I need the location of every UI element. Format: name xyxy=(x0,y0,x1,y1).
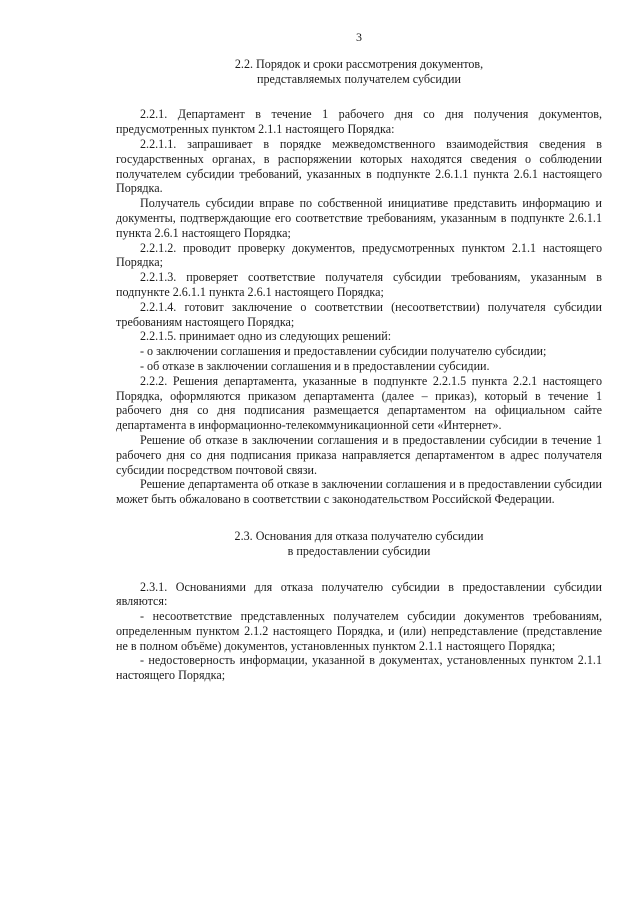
spacer xyxy=(116,507,602,529)
list-item-nonconformity: - несоответствие представленных получателем субсидии документов требованиям, определенным пунктом 2.1.2 настоящего Порядка, и (или) непредставление (представление не в полном объёме) документов, установленных пунктом 2.1.1 настоящего Порядка; xyxy=(116,609,602,653)
paragraph-2-2-1-5: 2.2.1.5. принимает одно из следующих решений: xyxy=(140,329,392,344)
section-2-2-heading-line1: 2.2. Порядок и сроки рассмотрения документов, xyxy=(234,56,484,71)
paragraph-2-2-1-2: 2.2.1.2. проводит проверку документов, предусмотренных пунктом 2.1.1 настоящего Порядка; xyxy=(116,240,602,270)
section-2-2-heading-line2: представляемых получателем субсидии xyxy=(257,71,461,86)
section-2-3-heading-line1: 2.3. Основания для отказа получателю субсидии xyxy=(234,528,484,543)
paragraph-2-2-1-1: 2.2.1.1. запрашивает в порядке межведомственного взаимодействия сведения в государственных органах, в распоряжении которых находятся сведения о соблюдении получателем субсидии требований, указанных в подпункте 2.6.1.1 пункта 2.6.1 настоящего Порядка. xyxy=(116,136,602,196)
list-item-unreliable-info: - недостоверность информации, указанной в документах, установленных пунктом 2.1.1 настоящего Порядка; xyxy=(116,653,602,683)
paragraph-2-2-1-4: 2.2.1.4. готовит заключение о соответствии (несоответствии) получателя субсидии требованиям настоящего Порядка; xyxy=(116,299,602,329)
paragraph-2-2-1: 2.2.1. Департамент в течение 1 рабочего дня со дня получения документов, предусмотренных пунктом 2.1.1 настоящего Порядка: xyxy=(116,107,602,137)
paragraph-2-2-2: 2.2.2. Решения департамента, указанные в подпункте 2.2.1.5 пункта 2.2.1 настоящего Порядка, оформляются приказом департамента (далее – приказ), который в течение 1 рабочего дня со дня подписания размещается департаментом на официальном сайте департамента в информационно-телекоммуникационной сети «Интернет». xyxy=(116,373,602,433)
paragraph-refusal-notice: Решение об отказе в заключении соглашения и в предоставлении субсидии в течение 1 рабочего дня со дня подписания приказа направляется департаментом в адрес получателя субсидии посредством почтовой связи. xyxy=(116,432,602,477)
page-number: 3 xyxy=(356,30,362,44)
list-item-decision-grant: - о заключении соглашения и предоставлении субсидии получателю субсидии; xyxy=(140,344,547,359)
paragraph-own-initiative: Получатель субсидии вправе по собственной инициативе представить информацию и документы, подтверждающие его соответствие требованиям, указанным в подпункте 2.6.1.1 пункта 2.6.1 настоящего Порядка; xyxy=(116,196,602,240)
section-2-3-heading-line2: в предоставлении субсидии xyxy=(287,543,431,558)
paragraph-2-3-1: 2.3.1. Основаниями для отказа получателю субсидии в предоставлении субсидии являются: xyxy=(116,579,602,609)
paragraph-appeal: Решение департамента об отказе в заключении соглашения и в предоставлении субсидии может быть обжаловано в соответствии с законодательством Российской Федерации. xyxy=(116,477,602,507)
spacer xyxy=(116,86,602,107)
list-item-decision-refuse: - об отказе в заключении соглашения и в предоставлении субсидии. xyxy=(140,358,490,373)
paragraph-2-2-1-3: 2.2.1.3. проверяет соответствие получателя субсидии требованиям, указанным в подпункте 2.6.1.1 пункта 2.6.1 настоящего Порядка; xyxy=(116,270,602,299)
spacer xyxy=(116,559,602,580)
